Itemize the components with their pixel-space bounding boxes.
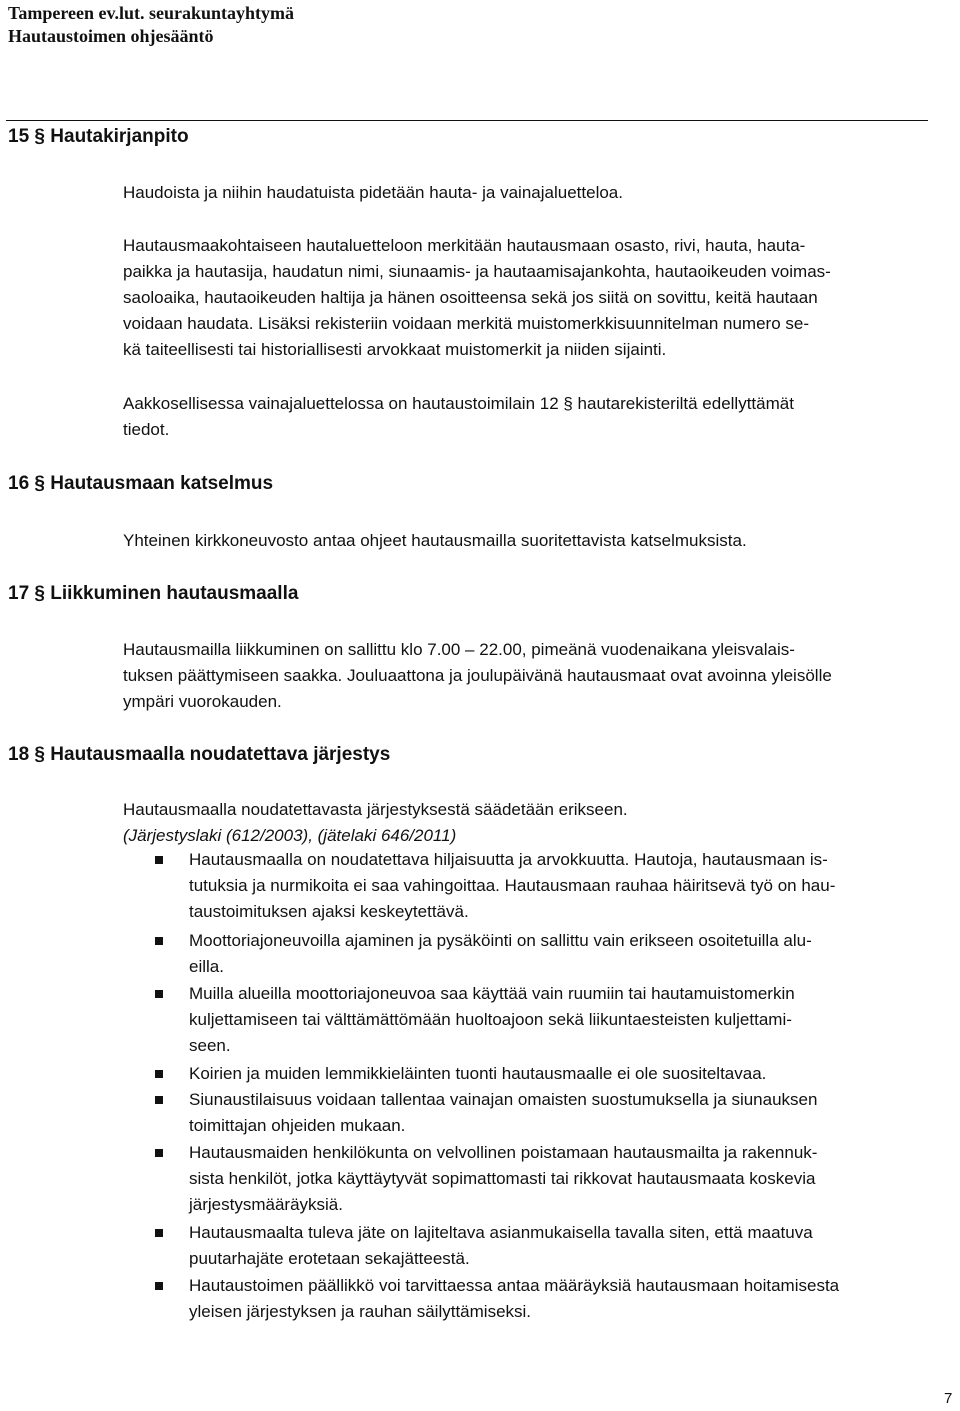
text-line: Hautausmaalla on noudatettava hiljaisuutta ja arvokkuutta. Hautoja, hautausmaan is-: [189, 850, 828, 869]
legal-reference: (Järjestyslaki (612/2003), (jätelaki 646/2011): [123, 826, 457, 845]
header-organization: Tampereen ev.lut. seurakuntayhtymä: [8, 3, 295, 23]
text-line: puutarhajäte erotetaan sekajätteestä.: [189, 1249, 470, 1268]
list-item: [189, 1220, 949, 1272]
text-line: Hautausmaiden henkilökunta on velvollinen poistamaan hautausmailta ja rakennuk-: [189, 1143, 818, 1162]
text-line: Moottoriajoneuvoilla ajaminen ja pysäköinti on sallittu vain erikseen osoitetuilla alu-: [189, 931, 812, 950]
section-16-paragraph-1: [123, 528, 955, 554]
list-item: [189, 1273, 949, 1325]
section-symbol: §: [34, 583, 45, 604]
list-item: [189, 1087, 949, 1139]
text-line: tuksen päättymiseen saakka. Jouluaattona ja joulupäivänä hautausmaat ovat avoinna yleisölle: [123, 666, 832, 685]
text-line: tutuksia ja nurmikoita ei saa vahingoittaa. Hautausmaan rauhaa häiritsevä työ on hau-: [189, 876, 836, 895]
list-item: [189, 981, 949, 1059]
page-number: 7: [944, 1390, 953, 1407]
section-number: 18: [8, 744, 30, 765]
section-number: 15: [8, 126, 30, 147]
text-line: saoloaika, hautaoikeuden haltija ja hänen osoitteensa sekä jos siitä on sovittu, keitä hautaan: [123, 288, 818, 307]
square-bullet-icon: [155, 856, 163, 864]
square-bullet-icon: [155, 1070, 163, 1078]
text-line: kuljettamiseen tai välttämättömään huoltoajoon sekä liikuntaesteisten kuljettami-: [189, 1010, 792, 1029]
section-symbol: §: [34, 744, 45, 765]
square-bullet-icon: [155, 1282, 163, 1290]
section-15-paragraph-2: [123, 233, 955, 363]
section-title: Hautakirjanpito: [50, 126, 189, 147]
list-item: [189, 1140, 949, 1218]
text-line: Siunaustilaisuus voidaan tallentaa vainajan omaisten suostumuksella ja siunauksen: [189, 1090, 818, 1109]
square-bullet-icon: [155, 1229, 163, 1237]
section-symbol: §: [34, 126, 45, 147]
text-line: yleisen järjestyksen ja rauhan säilyttämiseksi.: [189, 1302, 532, 1321]
text-line: ympäri vuorokauden.: [123, 692, 282, 711]
header-document-title: Hautaustoimen ohjesääntö: [8, 26, 214, 46]
section-symbol: §: [34, 473, 45, 494]
section-number: 17: [8, 583, 30, 604]
text-line: toimittajan ohjeiden mukaan.: [189, 1116, 406, 1135]
text-line: järjestysmääräyksiä.: [189, 1195, 343, 1214]
section-15-paragraph-1: [123, 180, 955, 206]
square-bullet-icon: [155, 1149, 163, 1157]
section-title: Hautausmaan katselmus: [50, 473, 274, 494]
text-line: tiedot.: [123, 420, 170, 439]
section-17-paragraph-1: [123, 637, 955, 715]
section-15-paragraph-3: [123, 391, 955, 443]
text-line: voidaan haudata. Lisäksi rekisteriin voidaan merkitä muistomerkkisuunnitelman numero se-: [123, 314, 809, 333]
section-17-heading: [8, 582, 298, 606]
text-line: sista henkilöt, jotka käyttäytyvät sopimattomasti tai rikkovat hautausmaata koskevia: [189, 1169, 816, 1188]
list-item: [189, 928, 949, 980]
text-line: Muilla alueilla moottoriajoneuvoa saa käyttää vain ruumiin tai hautamuistomerkin: [189, 984, 795, 1003]
section-16-heading: [8, 472, 273, 496]
text-line: Hautausmaakohtaiseen hautaluetteloon merkitään hautausmaan osasto, rivi, hauta, hauta-: [123, 236, 806, 255]
section-15-heading: [8, 125, 189, 149]
text-line: Hautaustoimen päällikkö voi tarvittaessa antaa määräyksiä hautausmaan hoitamisesta: [189, 1276, 840, 1295]
text-line: eilla.: [189, 957, 224, 976]
section-title: Hautausmaalla noudatettava järjestys: [50, 744, 391, 765]
text-line: Haudoista ja niihin haudatuista pidetään hauta- ja vainajaluetteloa.: [123, 183, 623, 202]
text-line: Yhteinen kirkkoneuvosto antaa ohjeet hautausmailla suoritettavista katselmuksista.: [123, 531, 747, 550]
square-bullet-icon: [155, 1096, 163, 1104]
list-item: [189, 1061, 949, 1087]
square-bullet-icon: [155, 937, 163, 945]
text-line: Hautausmaalla noudatettavasta järjestyksestä säädetään erikseen.: [123, 800, 628, 819]
text-line: paikka ja hautasija, haudatun nimi, siunaamis- ja hautaamisajankohta, hautaoikeuden voimas-: [123, 262, 831, 281]
text-line: Aakkosellisessa vainajaluettelossa on hautaustoimilain 12 § hautarekisteriltä edellyttämät: [123, 394, 794, 413]
text-line: Koirien ja muiden lemmikkieläinten tuonti hautausmaalle ei ole suositeltavaa.: [189, 1064, 767, 1083]
section-18-heading: [8, 743, 390, 767]
text-line: taustoimituksen ajaksi keskeytettävä.: [189, 902, 469, 921]
section-18-paragraph-1: [123, 797, 955, 849]
header-rule: [6, 120, 928, 121]
section-title: Liikkuminen hautausmaalla: [50, 583, 299, 604]
text-line: Hautausmaalta tuleva jäte on lajiteltava asianmukaisella tavalla siten, että maatuva: [189, 1223, 813, 1242]
text-line: seen.: [189, 1036, 231, 1055]
square-bullet-icon: [155, 990, 163, 998]
text-line: kä taiteellisesti tai historiallisesti arvokkaat muistomerkit ja niiden sijainti.: [123, 340, 667, 359]
text-line: Hautausmailla liikkuminen on sallittu klo 7.00 – 22.00, pimeänä vuodenaikana yleisvalais-: [123, 640, 795, 659]
list-item: [189, 847, 949, 925]
section-number: 16: [8, 473, 30, 494]
